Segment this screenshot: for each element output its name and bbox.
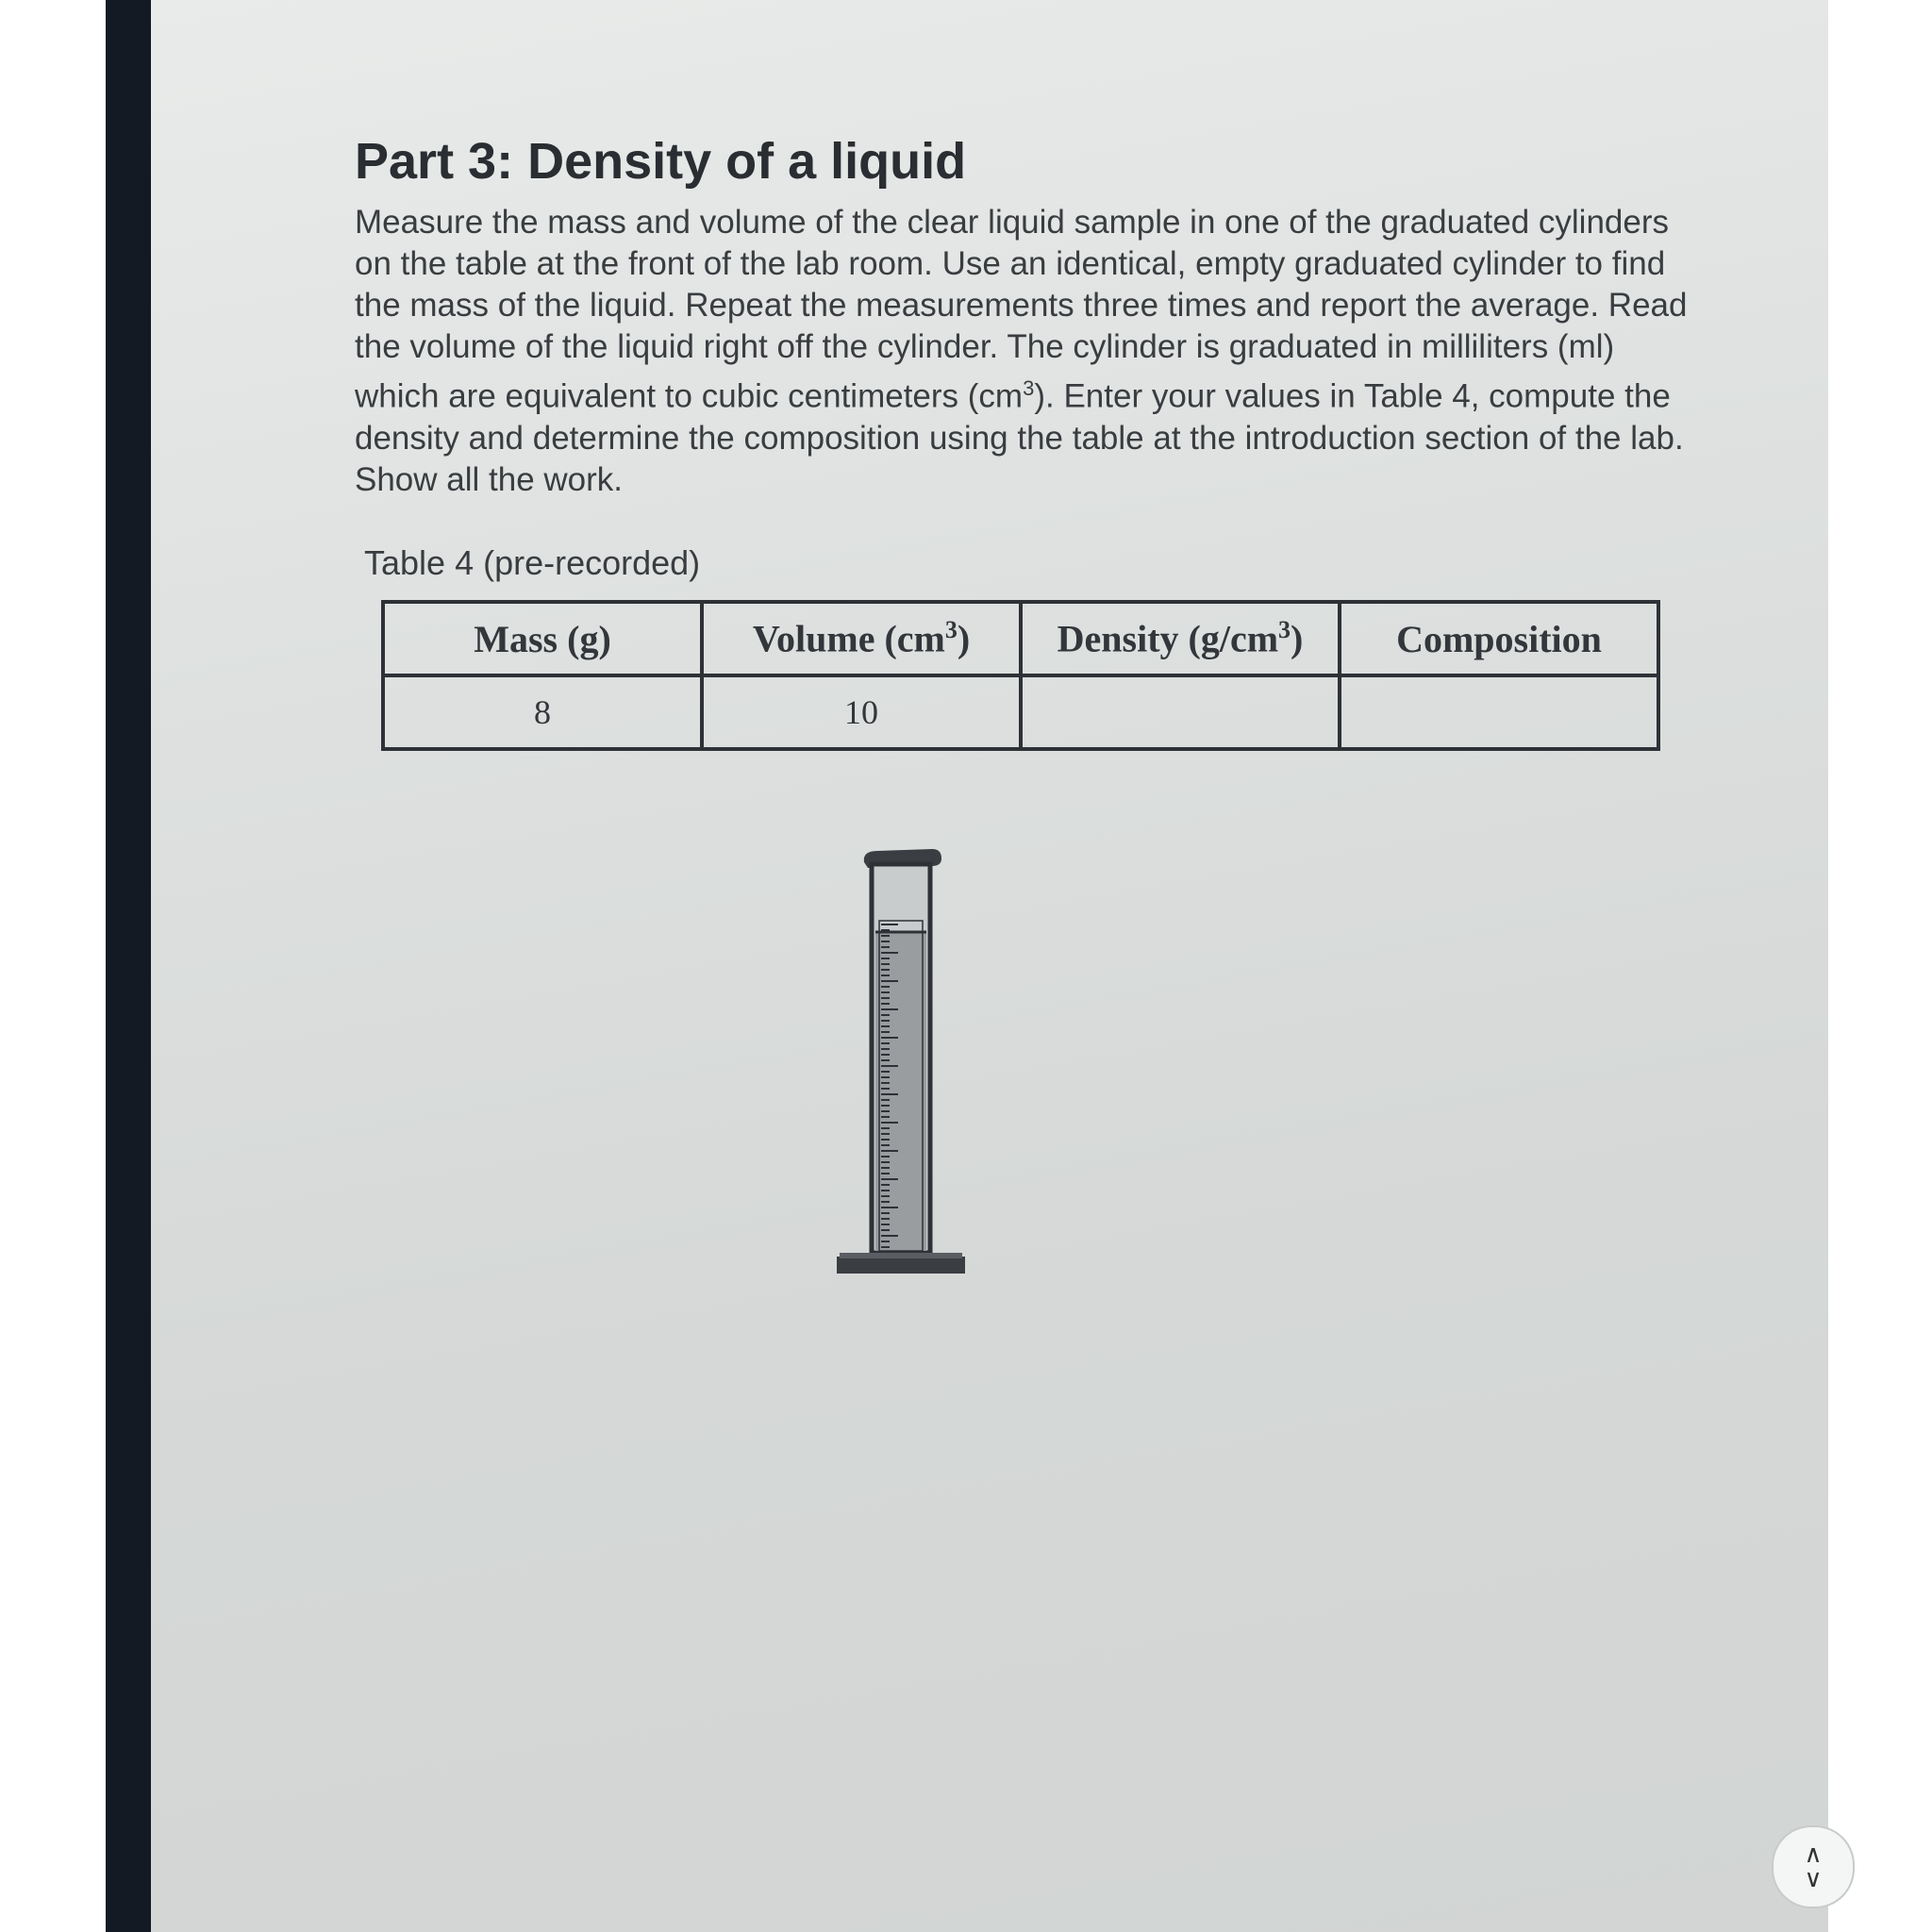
cell-composition: [1340, 675, 1658, 749]
header-volume-text: Volume (cm: [752, 617, 945, 660]
document-body: [355, 132, 1694, 501]
header-density-sup: 3: [1278, 616, 1291, 644]
header-density-text: Density (g/cm: [1057, 617, 1279, 660]
instructions-text-2: ). Enter your values in Table 4, compute the density and determine the composition using the table at the introduction section of the lab. Show all the work.: [355, 377, 1684, 498]
table-4: [381, 600, 1660, 751]
header-density-close: ): [1291, 617, 1304, 660]
header-density: [1021, 602, 1340, 675]
header-composition: Composition: [1340, 602, 1658, 675]
header-volume-sup: 3: [944, 616, 958, 644]
cell-mass: 8: [383, 675, 702, 749]
graduated-cylinder-illustration: [830, 845, 972, 1289]
header-volume-close: ): [957, 617, 971, 660]
instructions-text-1: Measure the mass and volume of the clear liquid sample in one of the graduated cylinders on the table at the front of the lab room. Use an identical, empty graduated cylinder to find the mass of the liquid. Repeat the measurements three times and report the average. Read the volume of the liquid right off the cylinder. The cylinder is graduated in milliliters (ml) which are equivalent to cubic centimeters (cm: [355, 204, 1688, 415]
table-caption: Table 4 (pre-recorded): [364, 543, 701, 582]
page-title: Part 3: Density of a liquid: [355, 133, 967, 190]
chevron-up-icon[interactable]: ∧: [1804, 1840, 1823, 1869]
cell-volume: 10: [702, 675, 1021, 749]
chevron-down-icon[interactable]: ∨: [1804, 1865, 1823, 1893]
header-mass: Mass (g): [383, 602, 702, 675]
instructions-superscript: 3: [1023, 376, 1035, 400]
instructions-paragraph: [355, 202, 1694, 501]
header-volume: [702, 602, 1021, 675]
cell-density: [1021, 675, 1340, 749]
table-row: [383, 675, 1658, 749]
table-header-row: [383, 602, 1658, 675]
page-navigation-control[interactable]: [1772, 1825, 1855, 1908]
